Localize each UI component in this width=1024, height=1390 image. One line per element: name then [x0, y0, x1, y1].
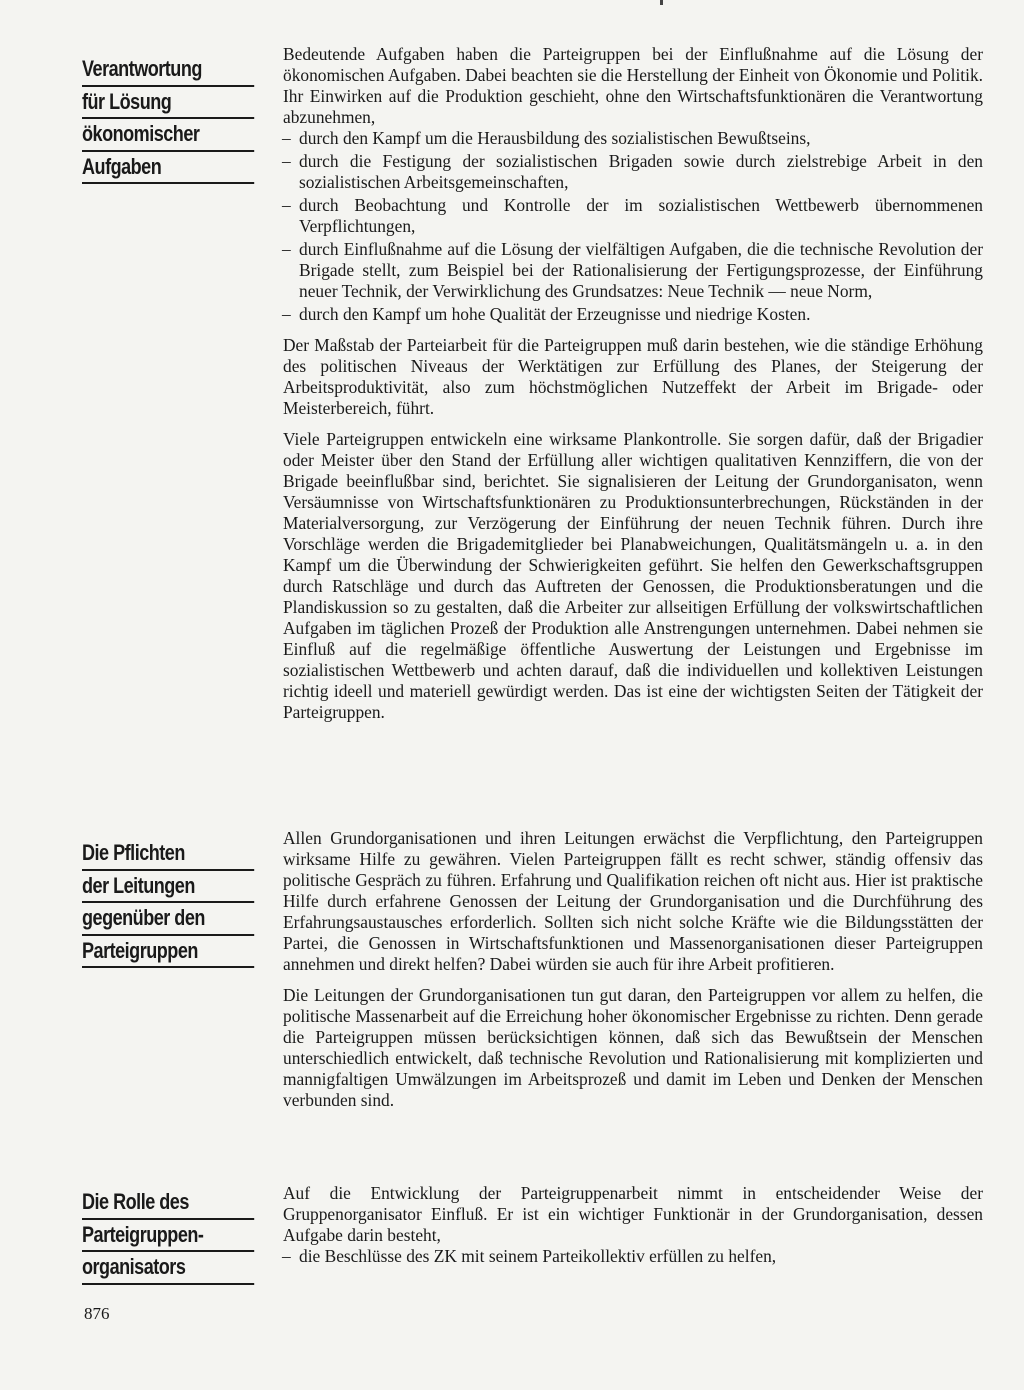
side-heading-line: Parteigruppen [82, 936, 254, 969]
paragraph: Allen Grundorganisationen und ihren Leitungen erwächst die Verpflichtung, den Parteigruppen wirksame Hilfe zu gewähren. Vielen Parteigruppen fällt es recht schwer, ständig offensiv das politische Gespräch zu führen. Erfahrung und Qualifikation reichen oft nicht aus. Hier ist praktische Hilfe durch erfahrene Genossen der Leitung der Grundorganisation und die Durchführung des Erfahrungsaustausches erforderlich. Sollten sich nicht solche Kräfte wie die Bildungsstätten der Partei, die Genossen in Wirtschaftsfunktionen und Massenorganisationen dieser Parteigruppen annehmen und direkt helfen? Dabei würden sie auch für ihre Arbeit profitieren. [283, 828, 983, 974]
section-1-body [283, 44, 983, 723]
side-heading-line: Die Rolle des [82, 1187, 254, 1220]
list-item: – durch den Kampf um hohe Qualität der Erzeugnisse und niedrige Kosten. [282, 304, 811, 324]
scan-mark [660, 0, 663, 5]
side-heading-line: ökonomischer [82, 119, 254, 152]
paragraph: Viele Parteigruppen entwickeln eine wirksame Plankontrolle. Sie sorgen dafür, daß der Brigadier oder Meister über den Stand der Erfüllung aller wichtigen qualitativen Kennziffern, die von der Brigade beeinflußbar sind, berichtet. Sie signalisieren der Leitung der Grundorganisaton, wenn Versäumnisse von Wirtschaftsfunktionären zu Produktionsunterbrechungen, Rückständen in der Materialversorgung, zur Verzögerung der Einführung der neuen Technik führen. Durch ihre Vorschläge werden die Brigademitglieder bei Planabweichungen, Qualitätsmängeln u. a. in den Kampf um die Überwindung der Schwierigkeiten geführt. Sie helfen den Gewerkschaftsgruppen durch Ratschläge und durch das Auftreten der Genossen, die Produktionsberatungen und die Plandiskussion so zu gestalten, daß die Arbeiter zur allseitigen Erfüllung der volkswirtschaftlichen Aufgaben im täglichen Prozeß der Produktion alle Anstrengungen unternehmen. Dabei nehmen sie Einfluß auf die regelmäßige öffentliche Auswertung der Leistungen und Ergebnisse im sozialistischen Wettbewerb und achten darauf, daß die individuellen und kollektiven Leistungen richtig ideell und materiell gewürdigt werden. Das ist eine der wichtigsten Seiten der Tätigkeit der Parteigruppen. [283, 429, 983, 722]
side-heading-responsibility [82, 54, 230, 184]
paragraph: Die Leitungen der Grundorganisationen tun gut daran, den Parteigruppen vor allem zu helfen, die politische Massenarbeit auf die Erreichung hoher ökonomischer Ergebnisse zu richten. Denn gerade die Parteigruppen müssen berücksichtigen können, daß sich das Bewußtsein der Menschen unterschiedlich entwickelt, daß technische Revolution und Rationalisierung mit komplizierten und mannigfaltigen Umwälzungen im Arbeitsprozeß und damit im Leben und Denken der Menschen verbunden sind. [283, 985, 983, 1110]
list-item: – durch Einflußnahme auf die Lösung der vielfältigen Aufgaben, die die technische Revolution der Brigade stellt, zum Beispiel bei der Rationalisierung der Fertigungsprozesse, der Einführung neuer Technik, der Verwirklichung des Grundsatzes: Neue Technik — neue Norm, [282, 239, 983, 301]
side-heading-role [82, 1187, 230, 1285]
list-item: – durch die Festigung der sozialistischen Brigaden sowie durch zielstrebige Arbeit in den sozialistischen Arbeitsgemeinschaften, [282, 151, 983, 192]
side-heading-line: Parteigruppen- [82, 1220, 254, 1253]
paragraph: Der Maßstab der Parteiarbeit für die Parteigruppen muß darin bestehen, wie die ständige Erhöhung des politischen Niveaus der Werktätigen zur Erfüllung des Planes, der Steigerung der Arbeitsproduktivität, also zum höchstmöglichen Nutzeffekt der Arbeit im Brigade- oder Meisterbereich, führt. [283, 335, 983, 418]
side-heading-line: Verantwortung [82, 54, 254, 87]
section-2-body [283, 828, 983, 1111]
side-heading-line: der Leitungen [82, 871, 254, 904]
side-heading-line: für Lösung [82, 87, 254, 120]
side-heading-duties [82, 838, 230, 968]
side-heading-line: gegenüber den [82, 903, 254, 936]
list-item: – die Beschlüsse des ZK mit seinem Parteikollektiv erfüllen zu helfen, [282, 1246, 777, 1266]
paragraph: Bedeutende Aufgaben haben die Parteigruppen bei der Einflußnahme auf die Lösung der ökonomischen Aufgaben. Dabei beachten sie die Herstellung der Einheit von Ökonomie und Politik. Ihr Einwirken auf die Produktion geschieht, ohne den Wirtschaftsfunktionären die Verantwortung abzunehmen, [283, 44, 983, 127]
side-heading-line: Aufgaben [82, 152, 254, 185]
side-heading-line: Die Pflichten [82, 838, 254, 871]
side-heading-line: organisators [82, 1252, 254, 1285]
page-number: 876 [84, 1304, 110, 1323]
list-item: – durch Beobachtung und Kontrolle der im sozialistischen Wettbewerb übernommenen Verpflichtungen, [282, 195, 983, 236]
section-3-body [283, 1183, 983, 1267]
list-item: – durch den Kampf um die Herausbildung des sozialistischen Bewußtseins, [282, 128, 811, 148]
paragraph: Auf die Entwicklung der Parteigruppenarbeit nimmt in entscheidender Weise der Gruppenorganisator Einfluß. Er ist ein wichtiger Funktionär in der Grundorganisation, dessen Aufgabe darin besteht, [283, 1183, 983, 1245]
